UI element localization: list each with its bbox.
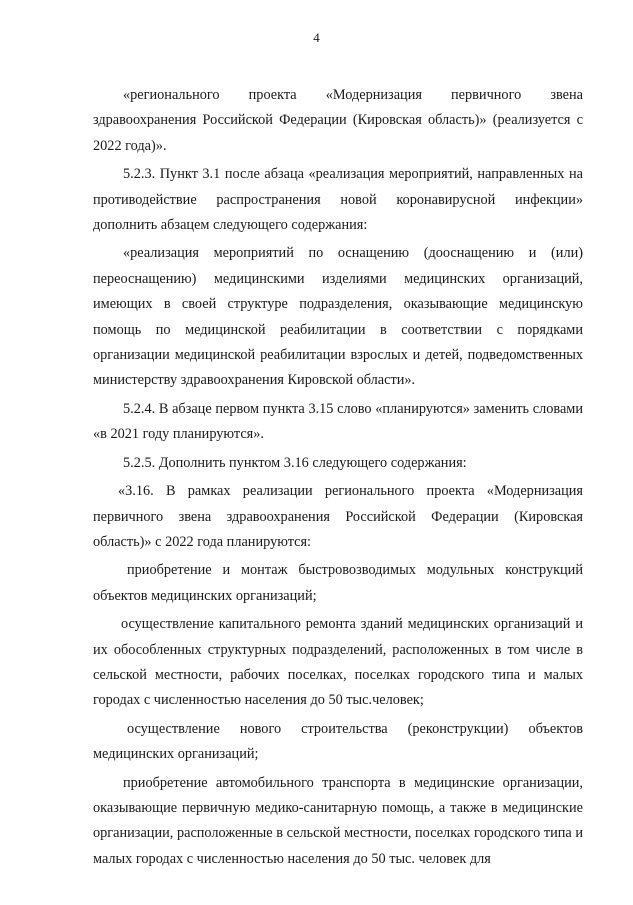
paragraph-modular-constructions: приобретение и монтаж быстровозводимых модульных конструкций объектов медицинских организаций;: [93, 562, 583, 604]
page-number: 4: [313, 30, 320, 45]
paragraph-3-16: «3.16. В рамках реализации регионального проекта «Модернизация первичного звена здравоохранения Российской Федерации (Кировская область)» с 2022 года планируются:: [93, 483, 583, 550]
paragraph-5-2-4: 5.2.4. В абзаце первом пункта 3.15 слово «планируются» заменить словами «в 2021 году планируются».: [93, 400, 583, 443]
paragraph-capital-repair: осуществление капитального ремонта зданий медицинских организаций и их обособленных структурных подразделений, расположенных в том числе в сельской местности, рабочих поселках, поселках городского типа и малых городах с численностью населения до 50 тыс.человек;: [93, 616, 583, 709]
document-body: [93, 83, 583, 875]
paragraph-project-name: «регионального проекта «Модернизация первичного звена здравоохранения Российской Федерации (Кировская область)» (реализуется с 2022 года)».: [93, 87, 583, 154]
paragraph-rehabilitation-equipment: «реализация мероприятий по оснащению (дооснащению и (или) переоснащению) медицинскими изделиями медицинских организаций, имеющих в своей структуре подразделения, оказывающие медицинскую помощь по медицинской реабилитации в соответствии с порядками организации медицинской реабилитации взрослых и детей, подведомственных министерству здравоохранения Кировской области».: [93, 245, 583, 389]
paragraph-vehicles: приобретение автомобильного транспорта в медицинские организации, оказывающие первичную медико-санитарную помощь, а также в медицинские организации, расположенные в сельской местности, поселках городского типа и малых городах с численностью населения до 50 тыс. человек для: [93, 774, 583, 867]
paragraph-5-2-5: 5.2.5. Дополнить пунктом 3.16 следующего содержания:: [123, 454, 467, 471]
paragraph-5-2-3: 5.2.3. Пункт 3.1 после абзаца «реализация мероприятий, направленных на противодействие распространения новой коронавирусной инфекции» дополнить абзацем следующего содержания:: [93, 166, 583, 234]
paragraph-new-construction: осуществление нового строительства (реконструкции) объектов медицинских организаций;: [93, 720, 583, 763]
